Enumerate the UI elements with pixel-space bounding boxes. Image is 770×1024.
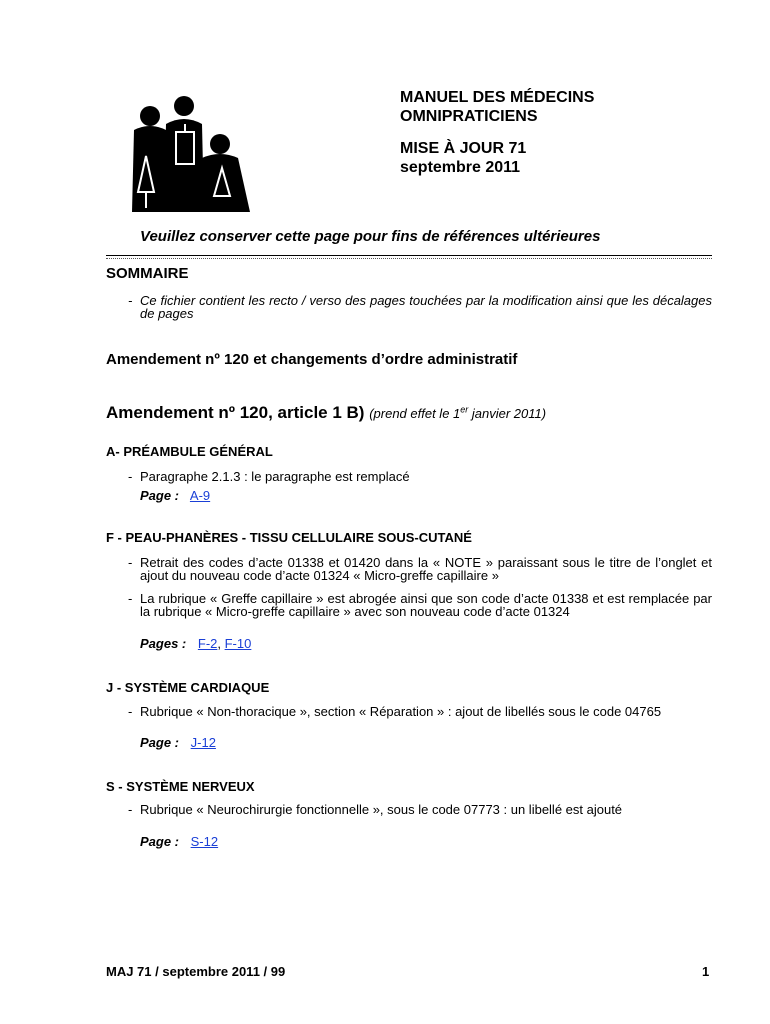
section-a-item1	[128, 470, 712, 483]
note-prefix: (prend effet le 1	[369, 406, 461, 421]
family-logo-icon	[118, 96, 254, 212]
section-a-item1-text: Paragraphe 2.1.3 : le paragraphe est remplacé	[140, 469, 410, 484]
summary-item-text: Ce fichier contient les recto / verso des pages touchées par la modification ainsi que les décalages de pages	[140, 293, 712, 321]
link-f-10[interactable]: F-10	[224, 636, 252, 651]
section-f-item1-text: Retrait des codes d’acte 01338 et 01420 dans la « NOTE » paraissant sous le titre de l’onglet et ajout du nouveau code d’acte 01324 « Micro-greffe capillaire »	[140, 555, 712, 583]
link-separator: ,	[217, 636, 225, 651]
notice-text: Veuillez conserver cette page pour fins de références ultérieures	[140, 228, 601, 245]
page-label: Page :	[140, 488, 180, 503]
section-a-heading: A- PRÉAMBULE GÉNÉRAL	[106, 444, 273, 459]
title-line2: OMNIPRATICIENS	[400, 108, 538, 125]
link-s-12[interactable]: S-12	[190, 834, 219, 849]
amendment-article-title: Amendement nº 120, article 1 B)	[106, 403, 365, 422]
note-sup: er	[460, 404, 469, 415]
manual-title	[400, 88, 594, 126]
update-info	[400, 139, 526, 177]
page-number: 1	[702, 964, 710, 979]
section-s-pages	[140, 834, 218, 849]
bullet-dash: -	[128, 469, 133, 484]
section-f-heading: F - PEAU-PHANÈRES - TISSU CELLULAIRE SOUS-CUTANÉ	[106, 530, 472, 545]
bullet-dash: -	[128, 704, 133, 719]
section-s-heading: S - SYSTÈME NERVEUX	[106, 779, 255, 794]
section-f-item2-text: La rubrique « Greffe capillaire » est abrogée ainsi que son code d’acte 01338 et est remplacée par la rubrique « Micro-greffe capillaire » avec son nouveau code d’acte 01324	[140, 591, 712, 619]
effective-date-note	[369, 406, 546, 421]
bullet-dash: -	[128, 555, 133, 570]
divider-dotted	[106, 258, 712, 259]
amendment-article-heading	[106, 403, 546, 423]
note-suffix: janvier 2011)	[468, 406, 547, 421]
footer-reference: MAJ 71 / septembre 2011 / 99	[106, 964, 286, 979]
link-f-2[interactable]: F-2	[197, 636, 218, 651]
section-j-item1-text: Rubrique « Non-thoracique », section « Réparation » : ajout de libellés sous le code 04765	[140, 704, 662, 719]
section-j-item1	[128, 705, 712, 718]
section-a-pages	[140, 488, 210, 503]
link-a-9[interactable]: A-9	[189, 488, 211, 503]
title-line1: MANUEL DES MÉDECINS	[400, 89, 595, 106]
divider	[106, 255, 712, 256]
amendment-admin-heading: Amendement nº 120 et changements d’ordre administratif	[106, 351, 518, 368]
bullet-dash: -	[128, 293, 133, 308]
section-f-item1	[128, 556, 712, 582]
section-s-item1-text: Rubrique « Neurochirurgie fonctionnelle », sous le code 07773 : un libellé est ajouté	[140, 802, 623, 817]
pages-label: Pages :	[140, 636, 187, 651]
link-j-12[interactable]: J-12	[190, 735, 216, 750]
bullet-dash: -	[128, 802, 133, 817]
page-label: Page :	[140, 735, 180, 750]
update-line2: septembre 2011	[400, 159, 521, 176]
summary-item	[128, 294, 712, 320]
update-line1: MISE À JOUR 71	[400, 140, 527, 157]
section-j-pages	[140, 735, 216, 750]
section-s-item1	[128, 803, 712, 816]
section-f-pages	[140, 636, 251, 651]
section-j-heading: J - SYSTÈME CARDIAQUE	[106, 680, 270, 695]
page-label: Page :	[140, 834, 180, 849]
section-f-item2	[128, 592, 712, 618]
bullet-dash: -	[128, 591, 133, 606]
summary-heading: SOMMAIRE	[106, 265, 189, 282]
